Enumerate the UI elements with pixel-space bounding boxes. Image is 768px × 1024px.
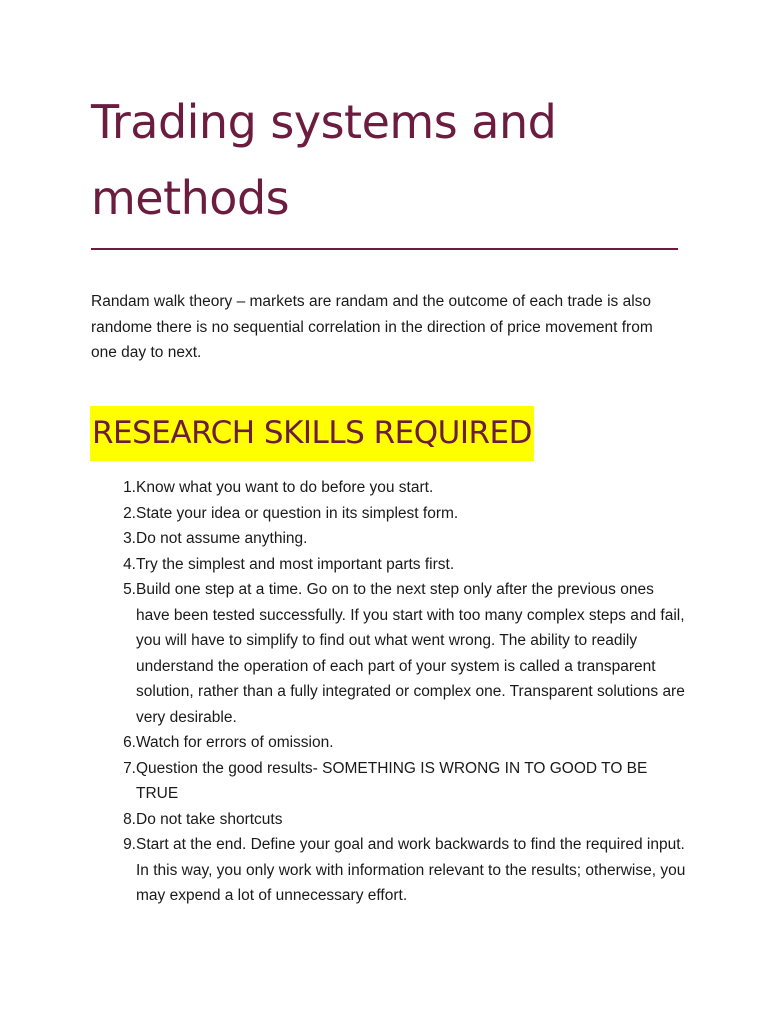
list-item-text: Do not take shortcuts (136, 810, 283, 828)
list-item-number: 1. (123, 479, 136, 496)
list-item-text: Start at the end. Define your goal and work backwards to find the required input. In this way, you only work with information relevant to the results; otherwise, you may expend a lot of unnecessary effort. (136, 836, 686, 904)
list-item-text: Do not assume anything. (136, 530, 308, 547)
list-item-number: 8. (123, 810, 136, 828)
list-item (91, 501, 691, 527)
list-item-text: Know what you want to do before you start. (136, 479, 434, 496)
section-heading: RESEARCH SKILLS REQUIRED (90, 406, 534, 461)
list-item (91, 577, 691, 730)
list-item (91, 526, 691, 552)
steps-list (91, 475, 691, 909)
list-item (91, 807, 691, 833)
list-item-number: 9. (123, 836, 136, 853)
list-item-number: 2. (123, 504, 136, 522)
list-item-number: 7. (123, 759, 136, 777)
list-item-text: Build one step at a time. Go on to the next step only after the previous ones have been tested successfully. If you start with too many complex steps and fail, you will have to simplify to find out what went wrong. The ability to readily understand the operation of each part of your system is called a transparent solution, rather than a fully integrated or complex one. Transparent solutions are very desirable. (136, 581, 685, 726)
list-item-number: 5. (123, 581, 136, 598)
list-item (91, 756, 691, 807)
document-title: Trading systems and methods (91, 95, 557, 225)
list-item (91, 475, 691, 501)
intro-paragraph: Randam walk theory – markets are randam and the outcome of each trade is also randome there is no sequential correlation in the direction of price movement from one day to next. (91, 293, 653, 361)
list-item-number: 4. (123, 555, 136, 573)
title-underline (91, 248, 678, 250)
list-item (91, 832, 691, 909)
list-item (91, 730, 691, 756)
list-item-text: Watch for errors of omission. (136, 734, 334, 751)
list-item (91, 552, 691, 578)
list-item-text: State your idea or question in its simplest form. (136, 504, 459, 522)
list-item-number: 3. (123, 530, 136, 547)
list-item-text: Try the simplest and most important parts first. (136, 555, 455, 573)
list-item-text: Question the good results- SOMETHING IS WRONG IN TO GOOD TO BE TRUE (136, 759, 648, 802)
list-item-number: 6. (123, 734, 136, 751)
